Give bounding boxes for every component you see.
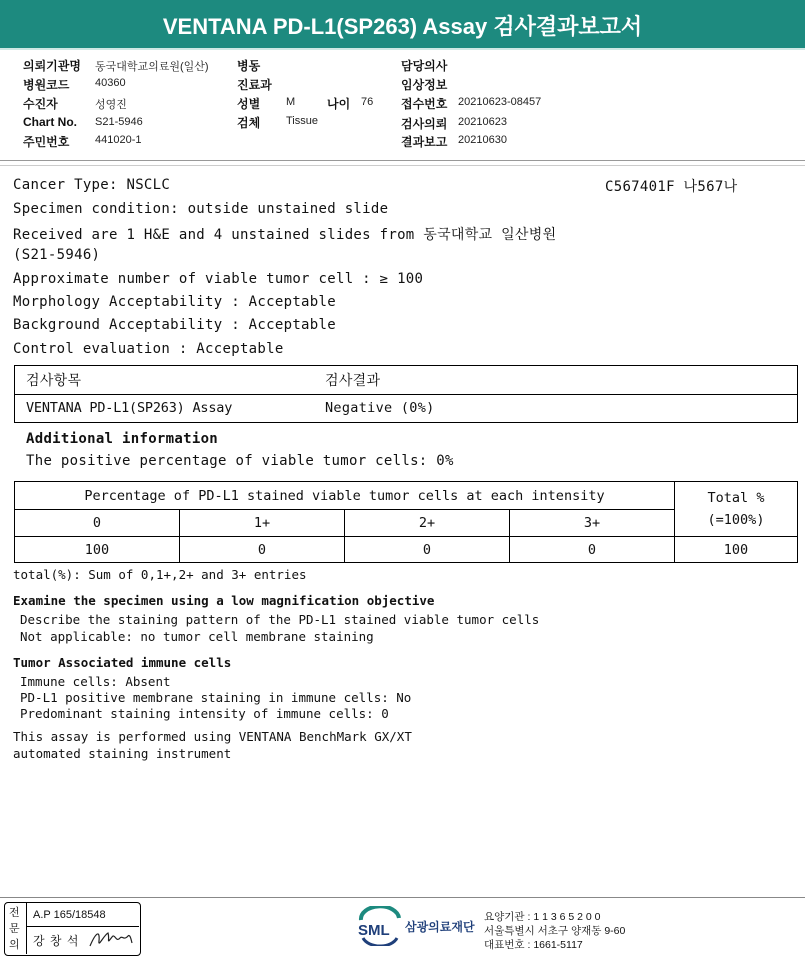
intensity-header: Percentage of PD-L1 stained viable tumor cells at each intensity (15, 482, 675, 510)
immune-line: PD-L1 positive membrane staining in immune cells: No (20, 690, 412, 705)
footer-divider (0, 897, 805, 898)
info-label: 접수번호 (401, 97, 448, 111)
closing-line: automated staining instrument (13, 746, 232, 761)
info-value: 동국대학교의료원(일산) (95, 61, 209, 73)
low-mag-line: Not applicable: no tumor cell membrane staining (20, 629, 374, 644)
intensity-table (14, 481, 798, 563)
intensity-value: 0 (180, 537, 345, 563)
stamp-side-char: 문 (9, 923, 20, 935)
stamp-id: A.P 165/18548 (33, 909, 106, 921)
info-value: Tissue (286, 115, 318, 127)
low-mag-line: Describe the staining pattern of the PD-L1 stained viable tumor cells (20, 612, 540, 627)
result-table-divider (14, 394, 798, 395)
care-institution-number: 요양기관 : 1 1 3 6 5 2 0 0 (484, 911, 601, 923)
stamp-side-char: 의 (9, 939, 20, 951)
intensity-total: 100 (675, 537, 798, 563)
info-label: 병원코드 (23, 78, 70, 92)
immune-title: Tumor Associated immune cells (13, 655, 232, 670)
report-line: (S21-5946) (13, 247, 101, 263)
info-label: 진료과 (237, 78, 272, 92)
additional-info-title: Additional information (26, 431, 219, 447)
intensity-col-header: 2+ (345, 510, 510, 537)
info-label: 주민번호 (23, 135, 70, 149)
info-label: 병동 (237, 59, 261, 73)
info-value: 40360 (95, 77, 126, 89)
info-label: 수진자 (23, 97, 58, 111)
info-value: 20210623 (458, 116, 507, 128)
report-line: Approximate number of viable tumor cell : ≥ 100 (13, 271, 424, 287)
report-line: Background Acceptability : Acceptable (13, 317, 336, 333)
info-label: 결과보고 (401, 135, 448, 149)
info-value: 20210623-08457 (458, 96, 542, 108)
info-label: 담당의사 (401, 59, 448, 73)
intensity-value: 0 (510, 537, 675, 563)
table-note: total(%): Sum of 0,1+,2+ and 3+ entries (13, 567, 307, 582)
low-mag-title: Examine the specimen using a low magnification objective (13, 593, 435, 608)
org-name: 삼광의료재단 (405, 920, 475, 934)
info-label: 임상정보 (401, 78, 448, 92)
intensity-col-header: 1+ (180, 510, 345, 537)
additional-info-text: The positive percentage of viable tumor cells: 0% (26, 453, 454, 469)
info-label: 나이 (327, 97, 351, 111)
report-line: Control evaluation : Acceptable (13, 341, 284, 357)
info-divider (0, 160, 805, 161)
total-header-line: Total % (707, 490, 765, 506)
intensity-value: 0 (345, 537, 510, 563)
info-value: 성영진 (95, 99, 127, 111)
info-label: 검사의뢰 (401, 117, 448, 131)
logo-text: SML (358, 922, 390, 939)
info-label: 의뢰기관명 (23, 59, 81, 73)
report-line: Cancer Type: NSCLC (13, 177, 171, 193)
report-title: VENTANA PD-L1(SP263) Assay 검사결과보고서 (162, 14, 643, 39)
info-label: Chart No. (23, 115, 77, 129)
report-code: C567401F 나567나 (605, 179, 738, 195)
org-address: 서울특별시 서초구 양재동 9-60 (484, 925, 626, 937)
info-label: 성별 (237, 97, 261, 111)
intensity-value: 100 (15, 537, 180, 563)
org-phone: 대표번호 : 1661-5117 (484, 939, 583, 951)
intensity-col-header: 3+ (510, 510, 675, 537)
immune-line: Immune cells: Absent (20, 674, 171, 689)
info-value: M (286, 96, 296, 108)
result-item: VENTANA PD-L1(SP263) Assay (26, 400, 233, 416)
sml-logo-icon (357, 906, 403, 946)
info-value: S21-5946 (95, 116, 143, 128)
info-value: 441020-1 (95, 134, 142, 146)
closing-line: This assay is performed using VENTANA BenchMark GX/XT (13, 729, 412, 744)
info-divider (0, 165, 805, 166)
report-line: Specimen condition: outside unstained slide (13, 201, 389, 217)
info-value: 76 (361, 96, 374, 108)
info-value: 20210630 (458, 134, 507, 146)
total-header (675, 482, 798, 537)
signature-icon (88, 927, 134, 951)
immune-line: Predominant staining intensity of immune cells: 0 (20, 706, 389, 721)
report-line: Morphology Acceptability : Acceptable (13, 294, 336, 310)
intensity-col-header: 0 (15, 510, 180, 537)
result-header-result: 검사결과 (325, 373, 381, 389)
info-label: 검체 (237, 116, 261, 130)
stamp-name: 강 창 석 (33, 934, 80, 948)
result-header-item: 검사항목 (26, 373, 82, 389)
stamp-side-char: 전 (9, 907, 20, 919)
total-header-line: (=100%) (707, 512, 765, 528)
result-value: Negative (0%) (325, 400, 435, 416)
report-line: Received are 1 H&E and 4 unstained slides from 동국대학교 일산병원 (13, 227, 557, 243)
header-underline (0, 48, 805, 50)
